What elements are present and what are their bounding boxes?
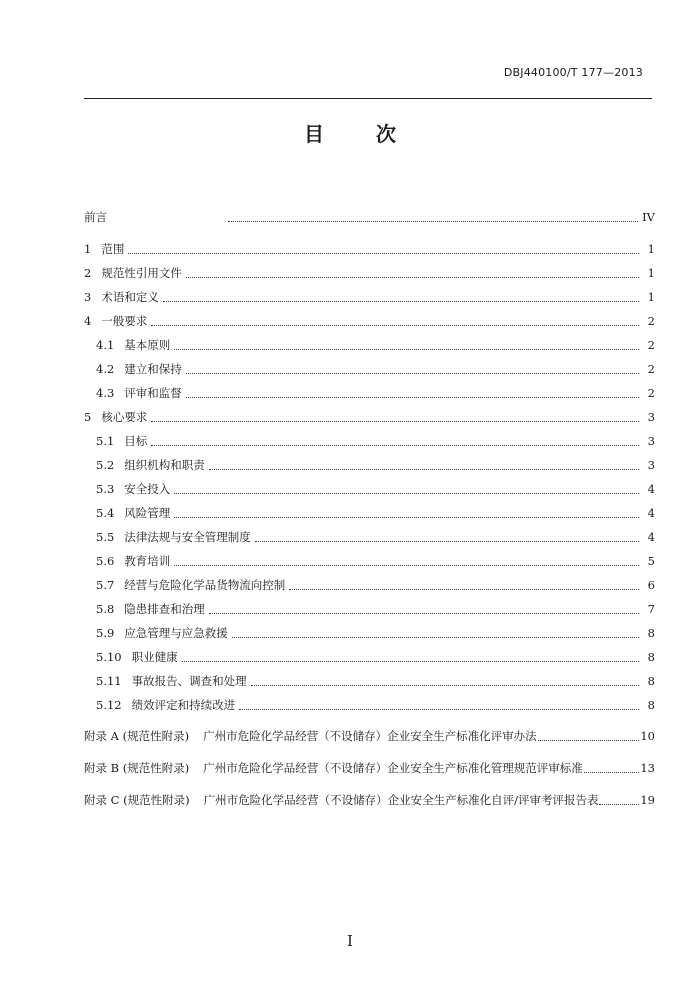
toc-page: 6 <box>647 578 655 592</box>
toc-number: 4 <box>84 314 92 328</box>
dot-leader <box>128 253 639 254</box>
toc-entry[interactable] <box>96 624 655 642</box>
toc-entry[interactable] <box>96 576 655 594</box>
toc-page: 13 <box>640 761 655 775</box>
toc-number: 5.3 <box>96 482 115 496</box>
toc-label: 风险管理 <box>124 506 171 520</box>
toc-page: 8 <box>647 674 655 688</box>
dot-leader <box>163 301 639 302</box>
toc-page: 8 <box>647 626 655 640</box>
toc-number: 2 <box>84 266 92 280</box>
toc-label: 安全投入 <box>124 482 171 496</box>
dot-leader <box>151 325 639 326</box>
toc-page: 3 <box>647 434 655 448</box>
title-char-2: 次 <box>376 122 396 146</box>
toc-label: 事故报告、调查和处理 <box>131 674 247 688</box>
toc-entry-appendix-b[interactable] <box>84 759 655 777</box>
toc-entry[interactable] <box>96 696 655 714</box>
toc-label: 经营与危险化学品货物流向控制 <box>124 578 286 592</box>
toc-number: 5.7 <box>96 578 115 592</box>
dot-leader <box>186 373 639 374</box>
dot-leader <box>209 469 639 470</box>
dot-leader <box>174 565 639 566</box>
toc-entry[interactable] <box>84 288 655 306</box>
toc-label: 基本原则 <box>124 338 171 352</box>
page-number: I <box>347 932 353 950</box>
toc-entry-appendix-a[interactable] <box>84 727 655 745</box>
toc-entry[interactable] <box>96 648 655 666</box>
toc-page: 2 <box>647 386 655 400</box>
dot-leader <box>186 277 639 278</box>
toc-entry[interactable] <box>96 384 655 402</box>
dot-leader <box>151 421 639 422</box>
document-code: DBJ440100/T 177—2013 <box>503 66 643 79</box>
page-title <box>0 118 700 147</box>
toc-page: 10 <box>640 729 655 743</box>
toc-entry[interactable] <box>96 360 655 378</box>
toc-page: 4 <box>647 482 655 496</box>
toc-label: 广州市危险化学品经营（不设储存）企业安全生产标准化自评/评审考评报告表 <box>203 793 599 807</box>
dot-leader <box>232 637 639 638</box>
title-char-1: 目 <box>304 122 324 146</box>
dot-leader <box>228 221 638 222</box>
toc-number: 5.9 <box>96 626 115 640</box>
toc-label: 范围 <box>101 242 125 256</box>
toc-number: 5 <box>84 410 92 424</box>
toc-entry[interactable] <box>96 600 655 618</box>
toc-label: 广州市危险化学品经营（不设储存）企业安全生产标准化评审办法 <box>203 729 537 743</box>
toc-page: 5 <box>647 554 655 568</box>
toc-number: 1 <box>84 242 92 256</box>
toc-number: 5.8 <box>96 602 115 616</box>
header-rule <box>84 98 652 99</box>
toc-label: 组织机构和职责 <box>124 458 205 472</box>
toc-label: 前言 <box>84 210 107 224</box>
toc-label: 目标 <box>124 434 148 448</box>
toc-number: 5.10 <box>96 650 122 664</box>
toc-entry[interactable] <box>96 480 655 498</box>
toc-entry[interactable] <box>96 504 655 522</box>
toc-number: 5.2 <box>96 458 115 472</box>
toc-label: 规范性引用文件 <box>101 266 182 280</box>
toc-number: 5.11 <box>96 674 122 688</box>
dot-leader <box>599 804 639 805</box>
toc-number: 5.1 <box>96 434 115 448</box>
toc-label: 一般要求 <box>101 314 148 328</box>
toc-number: 5.4 <box>96 506 115 520</box>
toc-number: 5.6 <box>96 554 115 568</box>
appendix-id: 附录 A (规范性附录) <box>84 729 190 743</box>
appendix-id: 附录 B (规范性附录) <box>84 761 190 775</box>
toc-page: 19 <box>640 793 655 807</box>
toc-entry-appendix-c[interactable] <box>84 791 655 809</box>
toc-page: 1 <box>647 266 655 280</box>
toc-label: 教育培训 <box>124 554 171 568</box>
dot-leader <box>182 661 639 662</box>
dot-leader <box>151 445 639 446</box>
toc-label: 评审和监督 <box>124 386 182 400</box>
dot-leader <box>209 613 639 614</box>
toc-number: 5.12 <box>96 698 122 712</box>
toc-entry-preface[interactable] <box>84 208 655 226</box>
appendix-id: 附录 C (规范性附录) <box>84 793 190 807</box>
dot-leader <box>251 685 639 686</box>
dot-leader <box>255 541 639 542</box>
toc-entry[interactable] <box>96 672 655 690</box>
toc-page: 7 <box>647 602 655 616</box>
toc-label: 法律法规与安全管理制度 <box>124 530 251 544</box>
toc-label: 职业健康 <box>131 650 178 664</box>
toc-label: 应急管理与应急救援 <box>124 626 228 640</box>
toc-page: 3 <box>647 458 655 472</box>
toc-number: 5.5 <box>96 530 115 544</box>
toc-entry[interactable] <box>84 264 655 282</box>
toc-entry[interactable] <box>96 336 655 354</box>
toc-page: 1 <box>647 242 655 256</box>
toc-entry[interactable] <box>84 240 655 258</box>
dot-leader <box>538 740 640 741</box>
toc-label: 绩效评定和持续改进 <box>131 698 236 712</box>
toc-label: 核心要求 <box>101 410 148 424</box>
toc-page: 4 <box>647 530 655 544</box>
toc-entry[interactable] <box>96 432 655 450</box>
dot-leader <box>174 349 639 350</box>
toc-label: 术语和定义 <box>101 290 159 304</box>
toc-page: 1 <box>647 290 655 304</box>
dot-leader <box>584 772 640 773</box>
toc-entry[interactable] <box>96 552 655 570</box>
toc-page: 8 <box>647 650 655 664</box>
toc-entry[interactable] <box>84 408 655 426</box>
toc-page: 8 <box>647 698 655 712</box>
toc-page: 3 <box>647 410 655 424</box>
dot-leader <box>174 517 639 518</box>
toc-entry[interactable] <box>84 312 655 330</box>
toc-entry[interactable] <box>96 456 655 474</box>
toc-number: 4.3 <box>96 386 115 400</box>
toc-number: 4.2 <box>96 362 115 376</box>
dot-leader <box>289 589 639 590</box>
toc-label: 建立和保持 <box>124 362 182 376</box>
dot-leader <box>174 493 639 494</box>
toc-number: 3 <box>84 290 92 304</box>
toc-page: 2 <box>647 362 655 376</box>
dot-leader <box>239 709 639 710</box>
dot-leader <box>186 397 639 398</box>
toc-entry[interactable] <box>96 528 655 546</box>
toc-page: 2 <box>647 338 655 352</box>
toc-page: 4 <box>647 506 655 520</box>
toc-label: 隐患排查和治理 <box>124 602 205 616</box>
toc-page: 2 <box>647 314 655 328</box>
toc-number: 4.1 <box>96 338 115 352</box>
toc-page: IV <box>642 210 655 224</box>
toc-label: 广州市危险化学品经营（不设储存）企业安全生产标准化管理规范评审标准 <box>203 761 583 775</box>
